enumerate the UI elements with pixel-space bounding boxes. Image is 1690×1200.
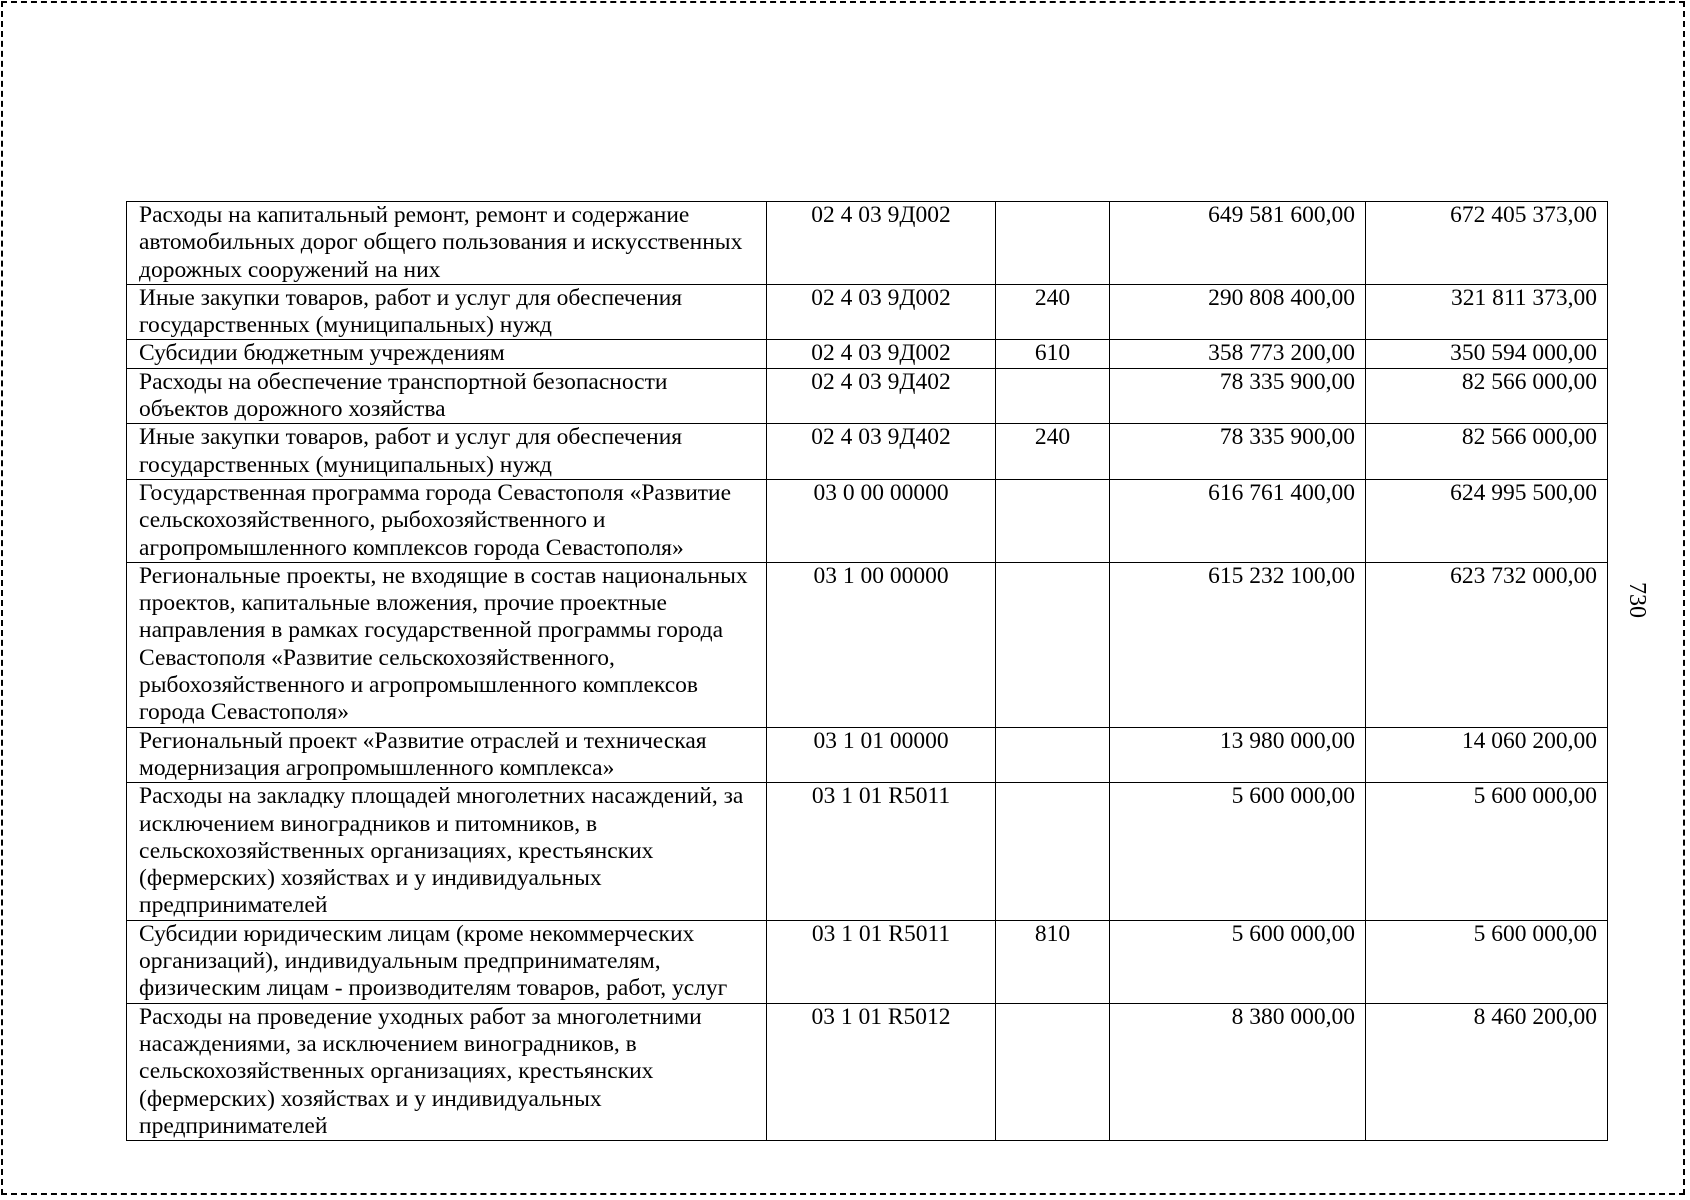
table-row — [127, 920, 1608, 1003]
expense-name-cell: Расходы на капитальный ремонт, ремонт и содержание автомобильных дорог общего пользования и искусственных дорожных сооружений на них — [127, 202, 767, 285]
expense-type-cell — [996, 479, 1110, 562]
table-row — [127, 340, 1608, 368]
amount-year2-cell: 5 600 000,00 — [1366, 920, 1608, 1003]
amount-year1-cell: 290 808 400,00 — [1110, 284, 1366, 340]
target-article-cell: 03 1 01 00000 — [767, 727, 996, 783]
table-row — [127, 202, 1608, 285]
target-article-cell: 03 1 00 00000 — [767, 562, 996, 727]
table-row — [127, 1003, 1608, 1140]
amount-year1-cell: 649 581 600,00 — [1110, 202, 1366, 285]
expense-name-cell: Иные закупки товаров, работ и услуг для обеспечения государственных (муниципальных) нужд — [127, 424, 767, 480]
target-article-cell: 02 4 03 9Д002 — [767, 340, 996, 368]
amount-year2-cell: 8 460 200,00 — [1366, 1003, 1608, 1140]
target-article-cell: 03 1 01 R5012 — [767, 1003, 996, 1140]
expense-type-cell: 610 — [996, 340, 1110, 368]
amount-year2-cell: 672 405 373,00 — [1366, 202, 1608, 285]
amount-year2-cell: 321 811 373,00 — [1366, 284, 1608, 340]
expense-name-cell: Государственная программа города Севастополя «Развитие сельскохозяйственного, рыбохозяйственного и агропромышленного комплексов города Севастополя» — [127, 479, 767, 562]
amount-year2-cell: 624 995 500,00 — [1366, 479, 1608, 562]
table-row — [127, 783, 1608, 920]
table-row — [127, 284, 1608, 340]
expense-name-cell: Региональный проект «Развитие отраслей и техническая модернизация агропромышленного комплекса» — [127, 727, 767, 783]
expense-name-cell: Иные закупки товаров, работ и услуг для обеспечения государственных (муниципальных) нужд — [127, 284, 767, 340]
expense-name-cell: Субсидии бюджетным учреждениям — [127, 340, 767, 368]
target-article-cell: 02 4 03 9Д402 — [767, 368, 996, 424]
amount-year2-cell: 82 566 000,00 — [1366, 368, 1608, 424]
expense-type-cell: 240 — [996, 284, 1110, 340]
amount-year2-cell: 82 566 000,00 — [1366, 424, 1608, 480]
expense-name-cell: Субсидии юридическим лицам (кроме некоммерческих организаций), индивидуальным предпринимателям, физическим лицам - производителям товаров, работ, услуг — [127, 920, 767, 1003]
table-row — [127, 368, 1608, 424]
budget-table — [126, 201, 1608, 1141]
target-article-cell: 02 4 03 9Д402 — [767, 424, 996, 480]
target-article-cell: 02 4 03 9Д002 — [767, 284, 996, 340]
amount-year2-cell: 623 732 000,00 — [1366, 562, 1608, 727]
expense-type-cell: 240 — [996, 424, 1110, 480]
amount-year1-cell: 78 335 900,00 — [1110, 368, 1366, 424]
target-article-cell: 02 4 03 9Д002 — [767, 202, 996, 285]
expense-type-cell — [996, 1003, 1110, 1140]
budget-table-body — [127, 202, 1608, 1141]
expense-name-cell: Расходы на обеспечение транспортной безопасности объектов дорожного хозяйства — [127, 368, 767, 424]
amount-year1-cell: 5 600 000,00 — [1110, 920, 1366, 1003]
amount-year1-cell: 5 600 000,00 — [1110, 783, 1366, 920]
table-row — [127, 727, 1608, 783]
table-row — [127, 562, 1608, 727]
amount-year2-cell: 5 600 000,00 — [1366, 783, 1608, 920]
page-number: 730 — [1624, 582, 1650, 618]
expense-type-cell — [996, 562, 1110, 727]
expense-type-cell — [996, 727, 1110, 783]
target-article-cell: 03 0 00 00000 — [767, 479, 996, 562]
amount-year1-cell: 78 335 900,00 — [1110, 424, 1366, 480]
table-row — [127, 479, 1608, 562]
amount-year2-cell: 350 594 000,00 — [1366, 340, 1608, 368]
amount-year1-cell: 358 773 200,00 — [1110, 340, 1366, 368]
amount-year1-cell: 8 380 000,00 — [1110, 1003, 1366, 1140]
expense-name-cell: Расходы на проведение уходных работ за многолетними насаждениями, за исключением виноградников, в сельскохозяйственных организациях, крестьянских (фермерских) хозяйствах и у индивидуальных предпринимателей — [127, 1003, 767, 1140]
target-article-cell: 03 1 01 R5011 — [767, 920, 996, 1003]
expense-type-cell: 810 — [996, 920, 1110, 1003]
expense-type-cell — [996, 368, 1110, 424]
expense-type-cell — [996, 783, 1110, 920]
expense-type-cell — [996, 202, 1110, 285]
amount-year1-cell: 13 980 000,00 — [1110, 727, 1366, 783]
expense-name-cell: Расходы на закладку площадей многолетних насаждений, за исключением виноградников и питомников, в сельскохозяйственных организациях, крестьянских (фермерских) хозяйствах и у индивидуальных предпринимателей — [127, 783, 767, 920]
amount-year2-cell: 14 060 200,00 — [1366, 727, 1608, 783]
target-article-cell: 03 1 01 R5011 — [767, 783, 996, 920]
amount-year1-cell: 615 232 100,00 — [1110, 562, 1366, 727]
amount-year1-cell: 616 761 400,00 — [1110, 479, 1366, 562]
expense-name-cell: Региональные проекты, не входящие в состав национальных проектов, капитальные вложения, прочие проектные направления в рамках государственной программы города Севастополя «Развитие сельскохозяйственного, рыбохозяйственного и агропромышленного комплексов города Севастополя» — [127, 562, 767, 727]
table-row — [127, 424, 1608, 480]
